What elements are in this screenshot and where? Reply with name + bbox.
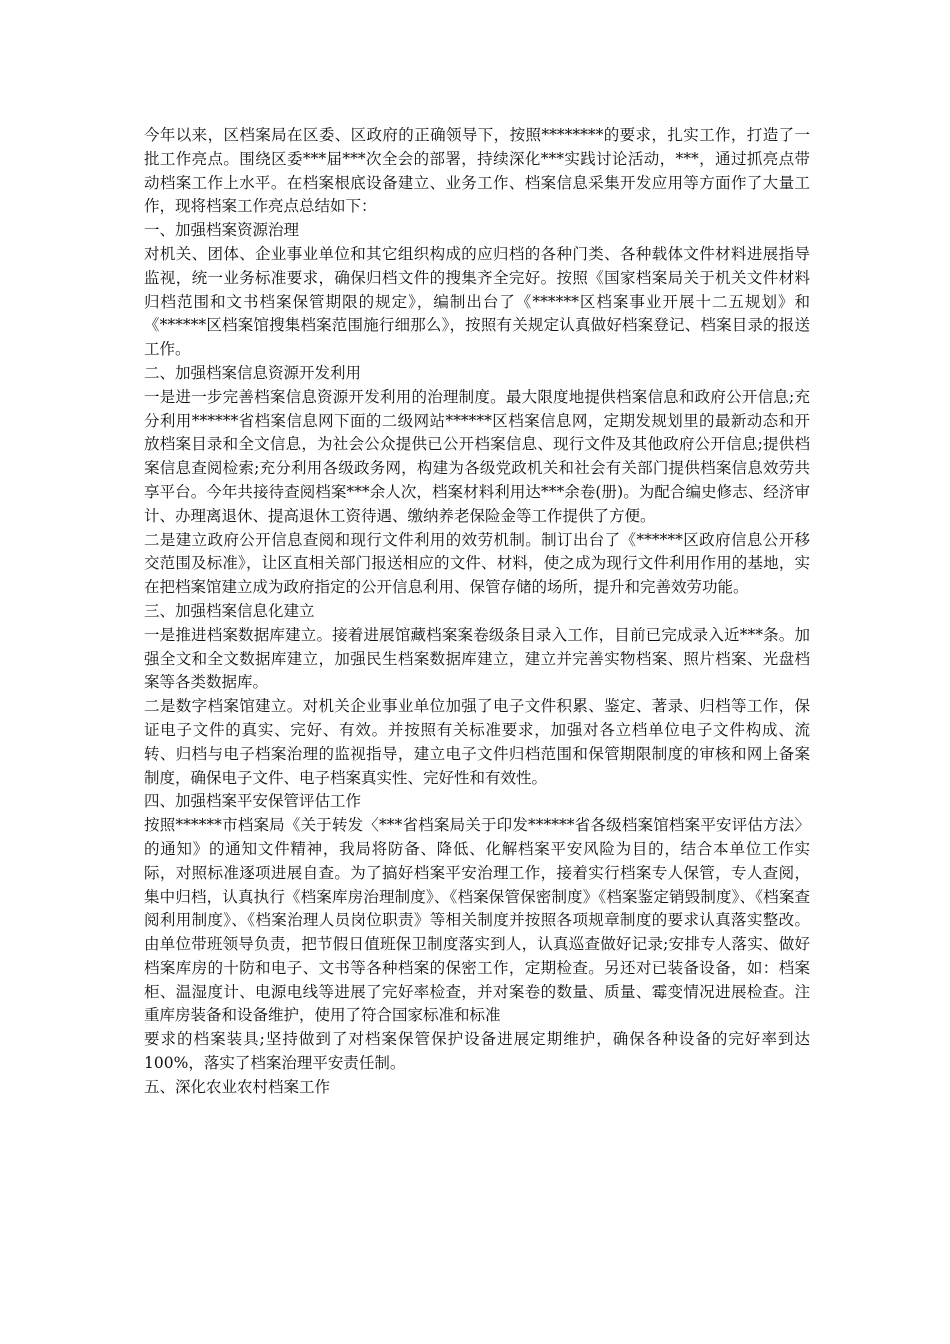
section-3-paragraph-2: 二是数字档案馆建立。对机关企业事业单位加强了电子文件积累、鉴定、著录、归档等工作，保证电子文件的真实、完好、有效。并按照有关标准要求，加强对各立档单位电子文件构成、流转、归档与电子档案治理的监视指导，建立电子文件归档范围和保管期限制度的审核和网上备案制度，确保电子文件、电子档案真实性、完好性和有效性。 [144, 697, 810, 787]
section-1-paragraph: 对机关、团体、企业事业单位和其它组织构成的应归档的各种门类、各种载体文件材料进展指导监视，统一业务标准要求，确保归档文件的搜集齐全完好。按照《国家档案局关于机关文件材料归档范围和文书档案保管期限的规定》，编制出台了《******区档案事业开展十二五规划》和《******区档案馆搜集档案范围施行细那么》，按照有关规定认真做好档案登记、档案目录的报送工作。 [144, 244, 810, 359]
section-heading-3: 三、加强档案信息化建立 [144, 601, 315, 620]
section-2-paragraph-1: 一是进一步完善档案信息资源开发利用的治理制度。最大限度地提供档案信息和政府公开信息;充分利用******省档案信息网下面的二级网站******区档案信息网，定期发规划里的最新动态和开放档案目录和全文信息，为社会公众提供已公开档案信息、现行文件及其他政府公开信息;提供档案信息查阅检索;充分利用各级政务网，构建为各级党政机关和社会有关部门提供档案信息效劳共享平台。今年共接待查阅档案***余人次，档案材料利用达***余卷(册)。为配合编史修志、经济审计、办理离退休、提高退休工资待遇、缴纳养老保险金等工作提供了方便。 [144, 387, 810, 525]
section-3-paragraph-1: 一是推进档案数据库建立。接着进展馆藏档案案卷级条目录入工作，目前已完成录入近***条。加强全文和全文数据库建立，加强民生档案数据库建立，建立并完善实物档案、照片档案、光盘档案等各类数据库。 [144, 625, 810, 692]
section-4-paragraph-2: 要求的档案装具;坚持做到了对档案保管保护设备进展定期维护，确保各种设备的完好率到达100%，落实了档案治理平安责任制。 [144, 1030, 810, 1073]
section-heading-4: 四、加强档案平安保管评估工作 [144, 792, 362, 811]
document-body [144, 124, 810, 1100]
intro-paragraph: 今年以来，区档案局在区委、区政府的正确领导下，按照********的要求，扎实工作，打造了一批工作亮点。围绕区委***届***次全会的部署，持续深化***实践讨论活动，***，通过抓亮点带动档案工作上水平。在档案根底设备建立、业务工作、档案信息采集开发应用等方面作了大量工作，现将档案工作亮点总结如下： [144, 126, 810, 216]
section-heading-1: 一、加强档案资源治理 [144, 221, 300, 240]
section-2-paragraph-2: 二是建立政府公开信息查阅和现行文件利用的效劳机制。制订出台了《******区政府信息公开移交范围及标准》，让区直相关部门报送相应的文件、材料，使之成为现行文件利用作用的基地，实在把档案馆建立成为政府指定的公开信息利用、保管存储的场所，提升和完善效劳功能。 [144, 530, 810, 597]
section-heading-5: 五、深化农业农村档案工作 [144, 1077, 331, 1096]
section-4-paragraph-1: 按照******市档案局《关于转发〈***省档案局关于印发******省各级档案馆档案平安评估方法〉的通知》的通知文件精神，我局将防备、降低、化解档案平安风险为目的，结合本单位工作实际，对照标准逐项进展自查。为了搞好档案平安治理工作，接着实行档案专人保管，专人查阅，集中归档，认真执行《档案库房治理制度》、《档案保管保密制度》《档案鉴定销毁制度》、《档案查阅利用制度》、《档案治理人员岗位职责》等相关制度并按照各项规章制度的要求认真落实整改。由单位带班领导负责，把节假日值班保卫制度落实到人，认真巡查做好记录;安排专人落实、做好档案库房的十防和电子、文书等各种档案的保密工作，定期检查。另还对已装备设备，如：档案柜、温湿度计、电源电线等进展了完好率检查，并对案卷的数量、质量、霉变情况进展检查。注重库房装备和设备维护，使用了符合国家标准和标准 [144, 816, 810, 1025]
section-heading-2: 二、加强档案信息资源开发利用 [144, 363, 362, 382]
